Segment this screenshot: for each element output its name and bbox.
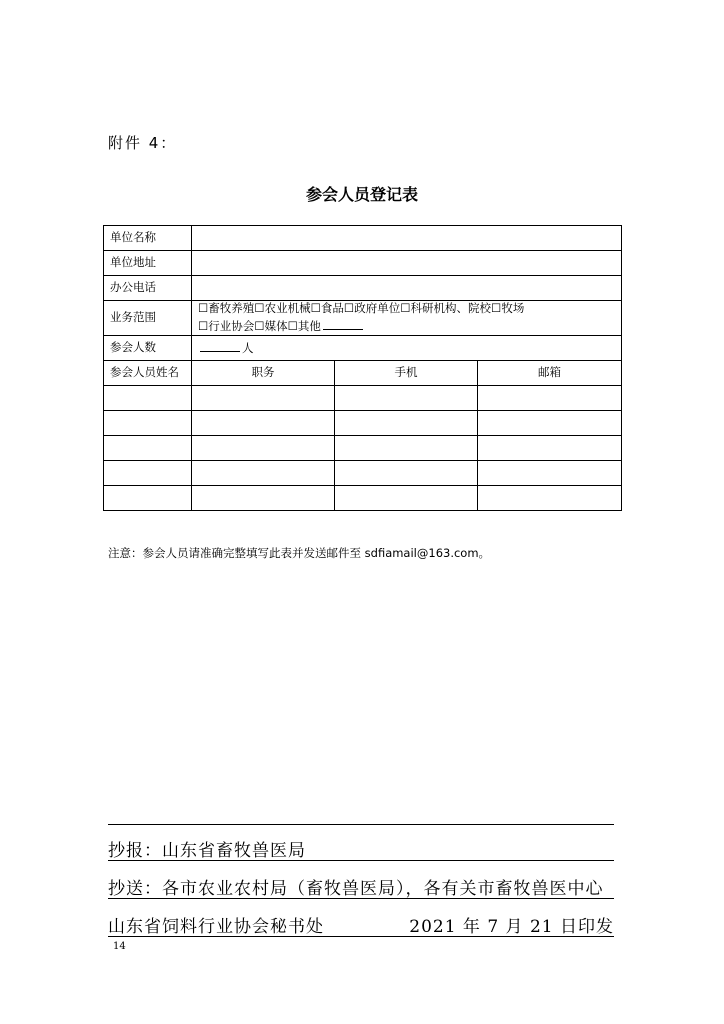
attendee-mobile-cell[interactable] <box>335 386 478 411</box>
attendee-position-cell[interactable] <box>192 386 335 411</box>
attendee-count-field[interactable] <box>192 336 622 361</box>
cc-send: 抄送：各市农业农村局（畜牧兽医局），各有关市畜牧兽医中心 <box>108 879 604 899</box>
office-phone-row <box>104 276 622 301</box>
attendee-row <box>104 436 622 461</box>
business-scope-line-2-text: ☐行业协会☐媒体☐其他 <box>198 319 321 333</box>
registration-table <box>103 225 622 511</box>
attendee-rows <box>104 386 622 511</box>
header-position: 职务 <box>192 361 335 386</box>
office-phone-field[interactable] <box>192 276 622 301</box>
attendee-count-blank[interactable] <box>200 339 240 352</box>
footer-rule-2 <box>108 898 614 899</box>
attendee-header-row <box>104 361 622 386</box>
attendee-row <box>104 411 622 436</box>
issuer: 山东省饲料行业协会秘书处 <box>108 917 324 937</box>
unit-name-row <box>104 226 622 251</box>
attachment-label: 附件 4： <box>108 134 178 152</box>
header-name: 参会人员姓名 <box>104 361 192 386</box>
business-scope-line-2 <box>198 317 615 335</box>
business-scope-label: 业务范围 <box>104 301 192 336</box>
unit-address-row <box>104 251 622 276</box>
page-number: 14 <box>113 941 126 952</box>
attendee-row <box>104 486 622 511</box>
business-scope-row <box>104 301 622 336</box>
other-blank[interactable] <box>323 317 363 330</box>
unit-address-field[interactable] <box>192 251 622 276</box>
issuer-line <box>108 912 614 937</box>
attendee-email-cell[interactable] <box>478 411 622 436</box>
business-scope-line-1: ☐畜牧养殖☐农业机械☐食品☐政府单位☐科研机构、院校☐牧场 <box>198 301 525 316</box>
attendee-email-cell[interactable] <box>478 486 622 511</box>
attendee-name-cell[interactable] <box>104 461 192 486</box>
unit-address-label: 单位地址 <box>104 251 192 276</box>
attendee-mobile-cell[interactable] <box>335 436 478 461</box>
attendee-name-cell[interactable] <box>104 436 192 461</box>
attendee-position-cell[interactable] <box>192 486 335 511</box>
attendee-count-row <box>104 336 622 361</box>
submission-note: 注意：参会人员请准确完整填写此表并发送邮件至 sdfiamail@163.com。 <box>108 546 491 560</box>
unit-name-label: 单位名称 <box>104 226 192 251</box>
attendee-email-cell[interactable] <box>478 436 622 461</box>
attendee-name-cell[interactable] <box>104 486 192 511</box>
attendee-row <box>104 386 622 411</box>
attendee-row <box>104 461 622 486</box>
unit-name-field[interactable] <box>192 226 622 251</box>
attendee-position-cell[interactable] <box>192 411 335 436</box>
attendee-mobile-cell[interactable] <box>335 411 478 436</box>
attendee-position-cell[interactable] <box>192 461 335 486</box>
attendee-name-cell[interactable] <box>104 411 192 436</box>
header-mobile: 手机 <box>335 361 478 386</box>
footer-rule-1 <box>108 860 614 861</box>
attendee-email-cell[interactable] <box>478 461 622 486</box>
office-phone-label: 办公电话 <box>104 276 192 301</box>
attendee-mobile-cell[interactable] <box>335 486 478 511</box>
attendee-count-unit: 人 <box>242 341 254 356</box>
footer-rule-top <box>108 824 614 825</box>
attendee-position-cell[interactable] <box>192 436 335 461</box>
form-title: 参会人员登记表 <box>305 185 418 204</box>
header-email: 邮箱 <box>478 361 622 386</box>
cc-report: 抄报：山东省畜牧兽医局 <box>108 841 306 861</box>
footer-rule-bottom <box>108 936 614 937</box>
attendee-count-label: 参会人数 <box>104 336 192 361</box>
attendee-name-cell[interactable] <box>104 386 192 411</box>
attendee-mobile-cell[interactable] <box>335 461 478 486</box>
attendee-email-cell[interactable] <box>478 386 622 411</box>
issue-date: 2021 年 7 月 21 日印发 <box>409 917 614 937</box>
business-scope-options[interactable] <box>192 301 622 336</box>
